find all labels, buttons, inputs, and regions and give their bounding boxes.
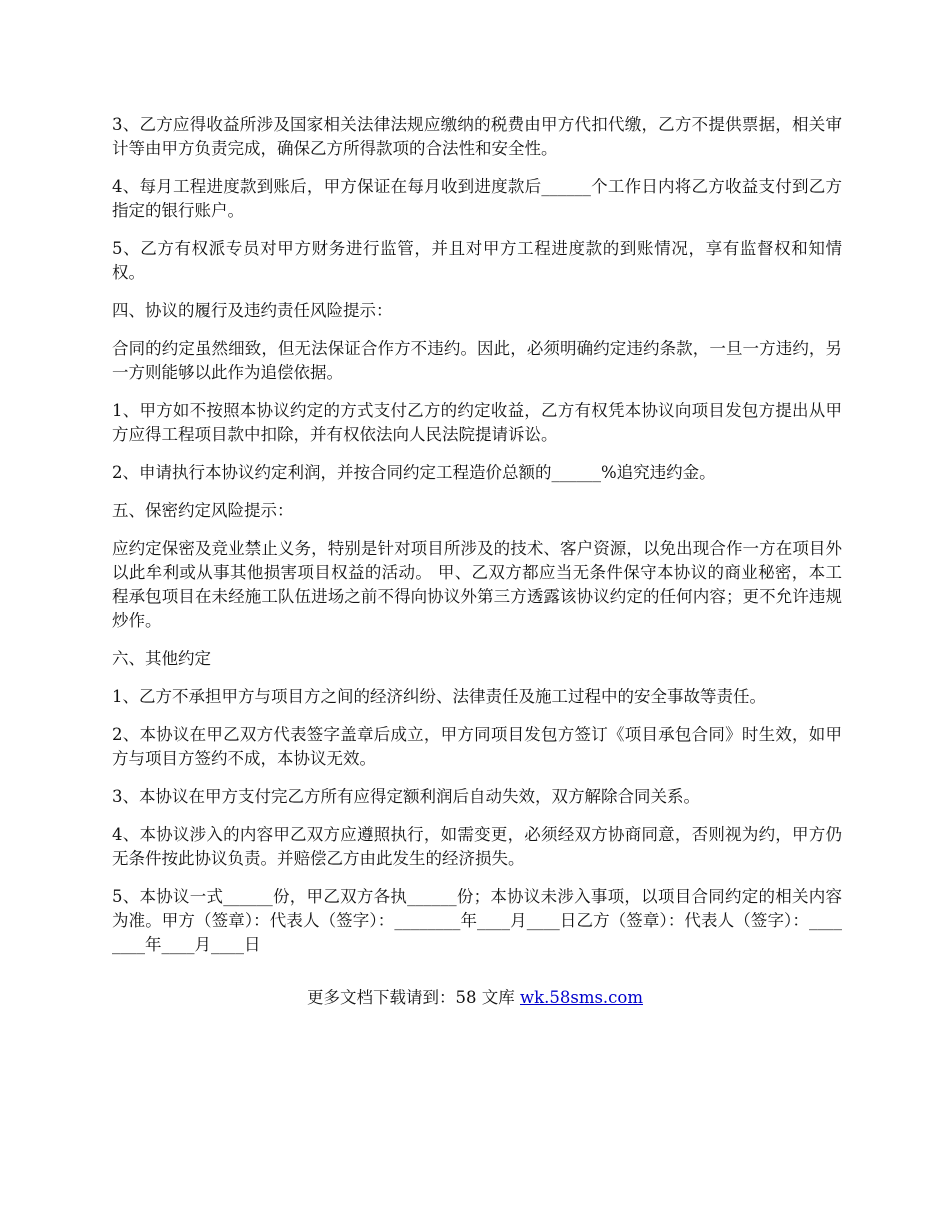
- section-heading-other: 六、其他约定: [112, 649, 211, 668]
- paragraph-breach-intro: 合同的约定虽然细致，但无法保证合作方不违约。因此，必须明确约定违约条款，一旦一方违约，另一方则能够以此作为追偿依据。: [112, 339, 842, 382]
- download-footer: [0, 986, 950, 1010]
- paragraph-signature-clause: 5、本协议一式______份，甲乙双方各执______份；本协议未涉入事项，以项目合同约定的相关内容为准。甲方（签章）：代表人（签字）：________年____月____日乙方（签章）：代表人（签字）：________年____月____日: [112, 887, 842, 954]
- document-body: [112, 113, 842, 971]
- paragraph-other-item-1: 1、乙方不承担甲方与项目方之间的经济纠纷、法律责任及施工过程中的安全事故等责任。: [112, 687, 766, 706]
- paragraph-tax-clause: 3、乙方应得收益所涉及国家相关法律法规应缴纳的税费由甲方代扣代缴，乙方不提供票据，相关审计等由甲方负责完成，确保乙方所得款项的合法性和安全性。: [112, 115, 842, 158]
- paragraph-confidentiality: 应约定保密及竞业禁止义务，特别是针对项目所涉及的技术、客户资源，以免出现合作一方在项目外以此牟利或从事其他损害项目权益的活动。 甲、乙双方都应当无条件保守本协议的商业秘密，本工程承包项目在未经施工队伍进场之前不得向协议外第三方透露该协议约定的任何内容；更不允许违规炒作。: [112, 539, 842, 630]
- paragraph-payment-clause: 4、每月工程进度款到账后，甲方保证在每月收到进度款后______个工作日内将乙方收益支付到乙方指定的银行账户。: [112, 177, 842, 220]
- paragraph-other-item-2: 2、本协议在甲乙双方代表签字盖章后成立，甲方同项目发包方签订《项目承包合同》时生效，如甲方与项目方签约不成，本协议无效。: [112, 725, 842, 768]
- footer-text: 更多文档下载请到：58 文库: [306, 988, 520, 1007]
- section-heading-breach-risk: 四、协议的履行及违约责任风险提示：: [112, 301, 393, 320]
- paragraph-breach-item-1: 1、甲方如不按照本协议约定的方式支付乙方的约定收益，乙方有权凭本协议向项目发包方提出从甲方应得工程项目款中扣除，并有权依法向人民法院提请诉讼。: [112, 401, 842, 444]
- section-heading-confidentiality: 五、保密约定风险提示：: [112, 501, 294, 520]
- paragraph-other-item-4: 4、本协议涉入的内容甲乙双方应遵照执行，如需变更，必须经双方协商同意，否则视为约，甲方仍无条件按此协议负责。并赔偿乙方由此发生的经济损失。: [112, 825, 842, 868]
- paragraph-supervision-clause: 5、乙方有权派专员对甲方财务进行监管，并且对甲方工程进度款的到账情况，享有监督权和知情权。: [112, 239, 842, 282]
- paragraph-breach-item-2: 2、申请执行本协议约定利润，并按合同约定工程造价总额的______%追究违约金。: [112, 463, 716, 482]
- footer-link[interactable]: wk.58sms.com: [519, 988, 643, 1007]
- paragraph-other-item-3: 3、本协议在甲方支付完乙方所有应得定额利润后自动失效，双方解除合同关系。: [112, 787, 700, 806]
